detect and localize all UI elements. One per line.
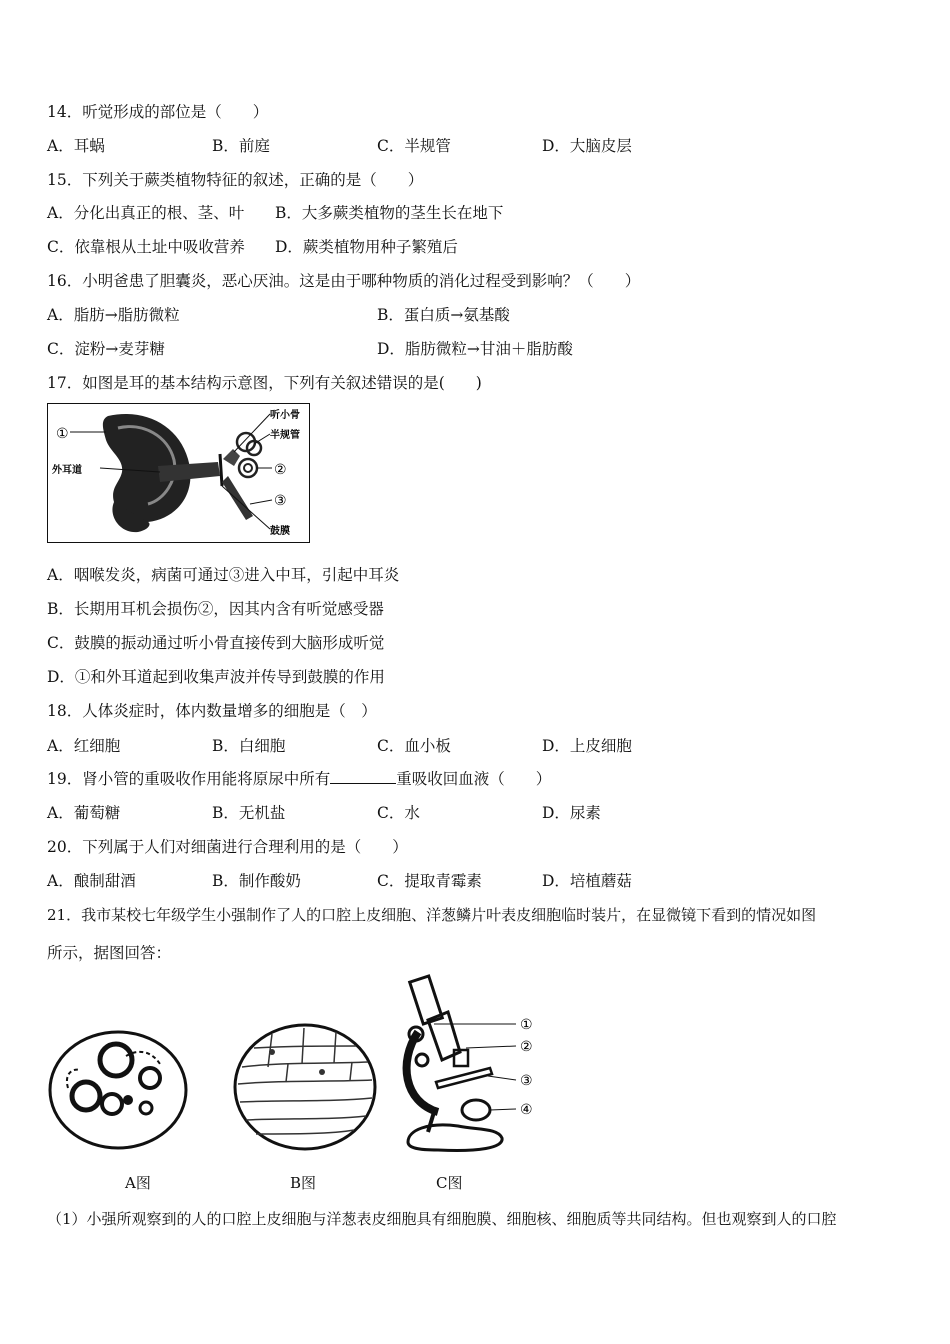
q18-stem: 18．人体炎症时，体内数量增多的细胞是（ ） — [47, 702, 377, 720]
q14-option-c: C．半规管 — [377, 137, 451, 155]
microscope-label-4: ④ — [520, 1102, 533, 1118]
q19-stem-pre: 19．肾小管的重吸收作用能将原尿中所有 — [47, 770, 331, 788]
q17-option-c: C．鼓膜的振动通过听小骨直接传到大脑形成听觉 — [47, 634, 385, 652]
q14-stem: 14．听觉形成的部位是（ ） — [47, 103, 269, 121]
q16-option-c: C．淀粉→麦芽糖 — [47, 340, 165, 358]
ear-label-2: ② — [274, 462, 287, 478]
q20-option-b: B．制作酸奶 — [212, 872, 301, 890]
q15-option-a: A．分化出真正的根、茎、叶 — [47, 204, 245, 222]
q15-option-b: B．大多蕨类植物的茎生长在地下 — [275, 204, 504, 222]
ear-label-eardrum: 鼓膜 — [270, 526, 290, 537]
q17-stem: 17．如图是耳的基本结构示意图，下列有关叙述错误的是( ) — [47, 374, 482, 392]
ear-structure-figure — [47, 403, 310, 543]
microscope-label-3: ③ — [520, 1073, 533, 1089]
q17-option-b: B．长期用耳机会损伤②，因其内含有听觉感受器 — [47, 600, 384, 618]
q19-option-d: D．尿素 — [542, 804, 601, 822]
figure-b-onion-cells — [232, 1022, 378, 1152]
q20-stem: 20．下列属于人们对细菌进行合理利用的是（ ） — [47, 838, 408, 856]
q15-option-c: C．依靠根从土址中吸收营养 — [47, 238, 245, 256]
cochlea-shape — [239, 459, 257, 477]
q18-option-d: D．上皮细胞 — [542, 737, 632, 755]
ear-label-ossicles: 听小骨 — [270, 410, 300, 421]
q19-option-b: B．无机盐 — [212, 804, 286, 822]
eustachian-tube-shape — [222, 476, 253, 520]
q18-option-a: A．红细胞 — [47, 737, 121, 755]
caption-b: B图 — [290, 1174, 317, 1192]
ear-label-ear-canal: 外耳道 — [52, 465, 82, 476]
q19-option-c: C．水 — [377, 804, 420, 822]
q14-option-d: D．大脑皮层 — [542, 137, 632, 155]
figure-c-microscope — [398, 972, 548, 1158]
q18-option-b: B．白细胞 — [212, 737, 286, 755]
caption-a: A图 — [125, 1174, 151, 1192]
ossicles-shape — [223, 449, 240, 466]
q16-option-b: B．蛋白质→氨基酸 — [377, 306, 510, 324]
microscope-label-2: ② — [520, 1039, 533, 1055]
q17-option-d: D．①和外耳道起到收集声波并传导到鼓膜的作用 — [47, 668, 385, 686]
q19-stem — [47, 769, 551, 789]
caption-c: C图 — [436, 1174, 463, 1192]
q16-option-d: D．脂肪微粒→甘油＋脂肪酸 — [377, 340, 573, 358]
q15-option-d: D．蕨类植物用种子繁殖后 — [275, 238, 458, 256]
q18-option-c: C．血小板 — [377, 737, 451, 755]
q20-option-d: D．培植蘑菇 — [542, 872, 632, 890]
q19-option-a: A．葡萄糖 — [47, 804, 121, 822]
q14-option-a: A．耳蜗 — [47, 137, 105, 155]
q20-option-a: A．酿制甜酒 — [47, 872, 136, 890]
q16-option-a: A．脂肪→脂肪微粒 — [47, 306, 180, 324]
q21-sub1: （1）小强所观察到的人的口腔上皮细胞与洋葱表皮细胞具有细胞膜、细胞核、细胞质等共同结构。但也观察到人的口腔 — [47, 1210, 837, 1228]
q19-stem-post: 重吸收回血液（ ） — [396, 770, 552, 788]
ear-label-3: ③ — [274, 493, 287, 509]
ear-label-canals: 半规管 — [270, 430, 300, 441]
eardrum-shape — [220, 454, 222, 486]
q14-option-b: B．前庭 — [212, 137, 270, 155]
q15-stem: 15．下列关于蕨类植物特征的叙述，正确的是（ ） — [47, 171, 424, 189]
q16-stem: 16．小明爸患了胆囊炎，恶心厌油。这是由于哪种物质的消化过程受到影响？（ ） — [47, 272, 641, 290]
figure-a-cheek-cells — [48, 1030, 188, 1150]
ear-label-1: ① — [56, 426, 69, 442]
q17-option-a: A．咽喉发炎，病菌可通过③进入中耳，引起中耳炎 — [47, 566, 400, 584]
q21-stem-line2: 所示，据图回答： — [47, 944, 172, 962]
ear-diagram — [48, 404, 308, 541]
q19-blank — [330, 769, 396, 784]
q20-option-c: C．提取青霉素 — [377, 872, 482, 890]
q21-stem-line1: 21．我市某校七年级学生小强制作了人的口腔上皮细胞、洋葱鳞片叶表皮细胞临时装片，在显微镜下看到的情况如图 — [47, 906, 817, 924]
microscope-label-1: ① — [520, 1017, 533, 1033]
